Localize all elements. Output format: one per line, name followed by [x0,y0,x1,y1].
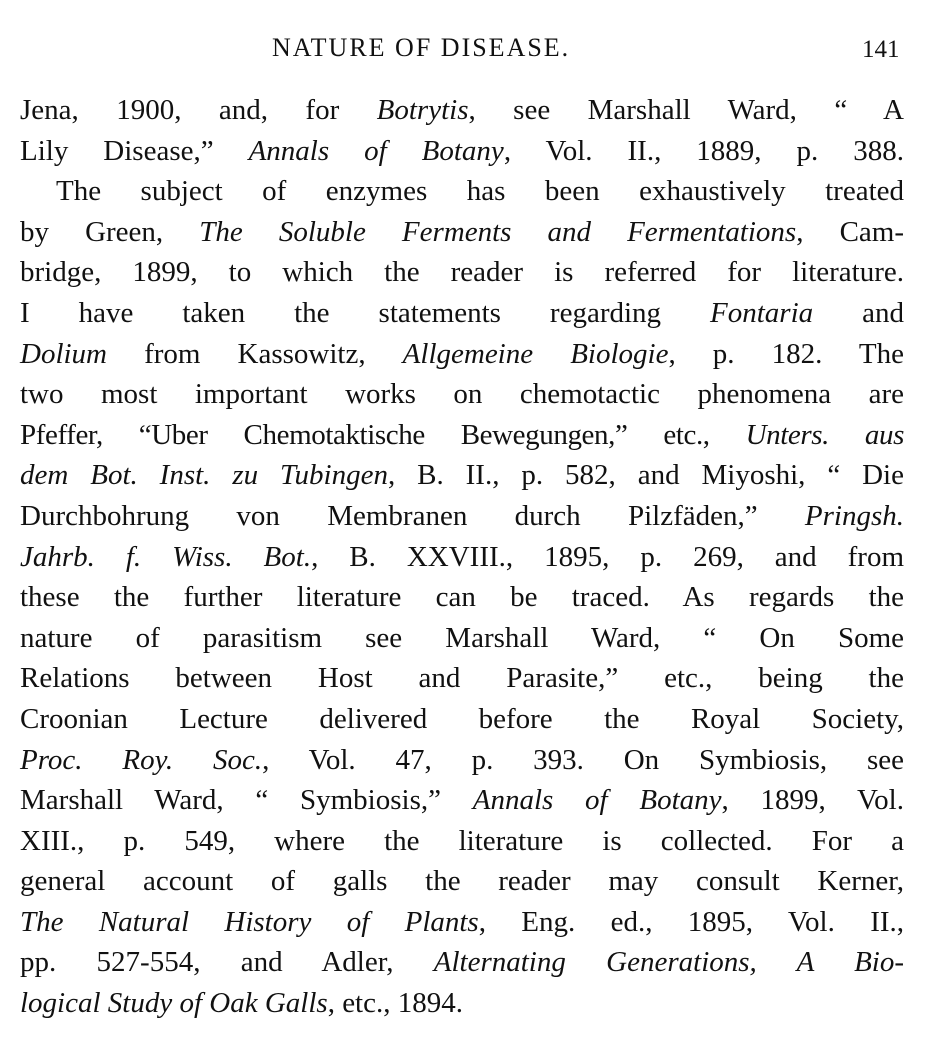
text-line [20,780,904,821]
text-run: , B. II., p. 582, and Miyoshi, “ Die [387,459,904,492]
text-line [20,983,904,1024]
text-line [20,171,904,212]
text-run: XIII., p. 549, where the literature is collected. For a [20,824,904,857]
text-run: The subject of enzymes has been exhaustively treated [56,175,904,208]
text-run: , etc., 1894. [327,987,463,1020]
italic-title: Proc. Roy. Soc. [20,743,263,776]
text-run: two most important works on chemotactic phenomena are [20,378,904,411]
text-run: Marshall Ward, “ Symbiosis,” [20,784,473,817]
italic-title: logical Study of Oak Galls [20,987,328,1020]
italic-title: Annals of Botany [248,134,504,167]
italic-title: dem Bot. Inst. zu Tubingen [20,459,388,492]
text-run: , B. XXVIII., 1895, p. 269, and from [311,540,904,573]
text-line [20,131,904,172]
text-line [20,293,904,334]
text-run: from Kassowitz, [107,337,403,370]
text-line [20,942,904,983]
italic-title: Fontaria [710,296,814,329]
italic-title: Botrytis [376,94,469,126]
italic-title: Jahrb. f. Wiss. Bot. [20,540,312,573]
text-run: , Cam- [796,215,904,248]
italic-title: Annals of Botany [472,784,722,817]
italic-title: Dolium [20,337,107,370]
text-run: , see Marshall Ward, “ A [468,94,904,126]
text-line [20,618,904,659]
text-line [20,374,904,415]
text-line [20,455,904,496]
text-line [20,90,904,131]
text-run: and [813,296,904,329]
italic-title: Allgemeine Biologie [402,337,669,370]
text-line [20,861,904,902]
italic-title: The Natural History of Plants [20,905,479,938]
italic-title: Pringsh. [804,499,904,532]
running-head-title: NATURE OF DISEASE. [272,33,571,62]
text-run: , 1899, Vol. [721,784,904,817]
text-run: pp. 527-554, and Adler, [20,946,434,979]
text-run: general account of galls the reader may consult Kerner, [20,865,904,898]
text-run: Durchbohrung von Membranen durch Pilzfäden,” [20,499,805,532]
italic-title: The Soluble Ferments and Fermentations [199,215,797,248]
text-run: bridge, 1899, to which the reader is referred for literature. [20,256,904,289]
text-line [20,740,904,781]
italic-title: Unters. aus [745,418,904,451]
text-run: Relations between Host and Parasite,” etc., being the [20,662,904,695]
text-run: , Eng. ed., 1895, Vol. II., [478,905,905,938]
text-line [20,496,904,537]
text-line [20,821,904,862]
text-run: I have taken the statements regarding [20,296,711,329]
text-run: Jena, 1900, and, for [20,94,377,126]
text-line [20,902,904,943]
text-line [20,658,904,699]
text-line [20,537,904,578]
italic-title: Alternating Generations, A Bio- [433,946,904,979]
running-head [0,30,946,66]
text-run: nature of parasitism see Marshall Ward, “ On Some [20,621,904,654]
text-run: , Vol. 47, p. 393. On Symbiosis, see [262,743,904,776]
text-line [20,334,904,375]
text-run: Pfeffer, “Uber Chemotaktische Bewegungen,” etc., [20,418,746,451]
text-run: Lily Disease,” [20,134,249,167]
text-line [20,212,904,253]
page-number: 141 [862,36,900,63]
text-line [20,699,904,740]
body-text [20,90,904,1024]
text-run: by Green, [20,215,200,248]
text-line [20,415,904,456]
text-run: , Vol. II., 1889, p. 388. [503,134,904,167]
text-line [20,252,904,293]
text-line [20,577,904,618]
text-run: , p. 182. The [668,337,904,370]
text-run: these the further literature can be traced. As regards the [20,581,904,614]
text-run: Croonian Lecture delivered before the Royal Society, [20,702,904,735]
